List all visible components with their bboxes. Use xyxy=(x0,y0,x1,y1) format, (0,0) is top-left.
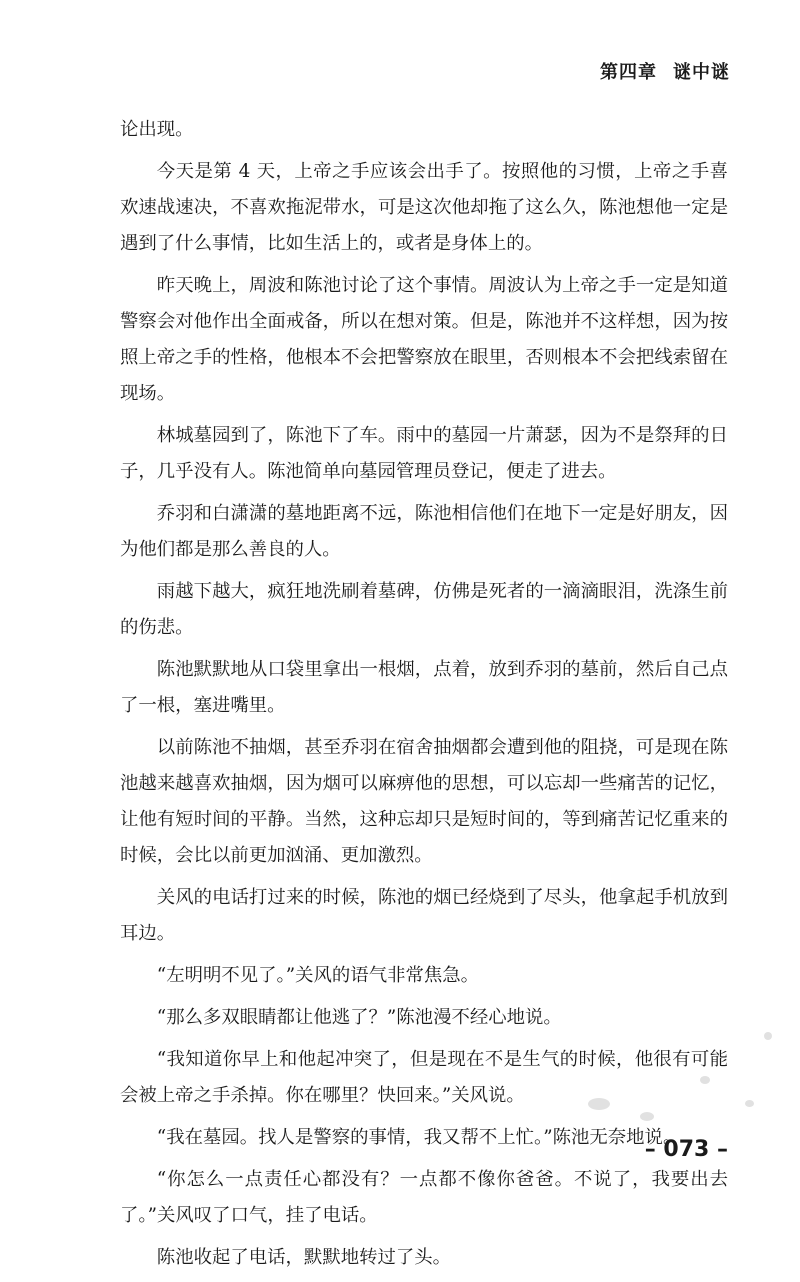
page-number: – 073 – xyxy=(644,1137,728,1162)
paragraph: 雨越下越大，疯狂地洗刷着墓碑，仿佛是死者的一滴滴眼泪，洗涤生前的伤悲。 xyxy=(120,581,728,638)
smudge-mark xyxy=(700,1076,710,1084)
running-header xyxy=(600,58,730,84)
smudge-mark xyxy=(745,1100,754,1107)
paragraph: 昨天晚上，周波和陈池讨论了这个事情。周波认为上帝之手一定是知道警察会对他作出全面戒备，所以在想对策。但是，陈池并不这样想，因为按照上帝之手的性格，他根本不会把警察放在眼里，否则根本不会把线索留在现场。 xyxy=(120,275,728,404)
paragraph: 论出现。 xyxy=(120,119,194,140)
paragraph: 林城墓园到了，陈池下了车。雨中的墓园一片萧瑟，因为不是祭拜的日子，几乎没有人。陈池简单向墓园管理员登记，便走了进去。 xyxy=(120,425,728,482)
paragraph: “我知道你早上和他起冲突了，但是现在不是生气的时候，他很有可能会被上帝之手杀掉。你在哪里？快回来。”关风说。 xyxy=(120,1049,728,1106)
paragraph: 以前陈池不抽烟，甚至乔羽在宿舍抽烟都会遭到他的阻挠，可是现在陈池越来越喜欢抽烟，因为烟可以麻痹他的思想，可以忘却一些痛苦的记忆，让他有短时间的平静。当然，这种忘却只是短时间的，等到痛苦记忆重来的时候，会比以前更加汹涌、更加激烈。 xyxy=(120,737,728,866)
chapter-title: 谜中谜 xyxy=(673,62,730,83)
paragraph: 陈池收起了电话，默默地转过了头。 xyxy=(156,1247,452,1268)
paragraph: 乔羽和白潇潇的墓地距离不远，陈池相信他们在地下一定是好朋友，因为他们都是那么善良的人。 xyxy=(120,503,728,560)
smudge-mark xyxy=(764,1032,772,1040)
smudge-mark xyxy=(640,1112,654,1121)
paragraph: 今天是第 4 天，上帝之手应该会出手了。按照他的习惯，上帝之手喜欢速战速决，不喜欢拖泥带水，可是这次他却拖了这么久，陈池想他一定是遇到了什么事情，比如生活上的，或者是身体上的。 xyxy=(120,161,728,254)
paragraph: 陈池默默地从口袋里拿出一根烟，点着，放到乔羽的墓前，然后自己点了一根，塞进嘴里。 xyxy=(120,659,728,716)
smudge-mark xyxy=(588,1098,610,1110)
chapter-number: 第四章 xyxy=(600,62,657,83)
paragraph: “我在墓园。找人是警察的事情，我又帮不上忙。”陈池无奈地说。 xyxy=(156,1127,682,1148)
paragraph: 关风的电话打过来的时候，陈池的烟已经烧到了尽头，他拿起手机放到耳边。 xyxy=(120,887,728,944)
paragraph: “左明明不见了。”关风的语气非常焦急。 xyxy=(156,965,480,986)
body-text xyxy=(120,112,728,1282)
paragraph: “那么多双眼睛都让他逃了？”陈池漫不经心地说。 xyxy=(156,1007,562,1028)
paragraph: “你怎么一点责任心都没有？一点都不像你爸爸。不说了，我要出去了。”关风叹了口气，挂了电话。 xyxy=(120,1169,728,1226)
